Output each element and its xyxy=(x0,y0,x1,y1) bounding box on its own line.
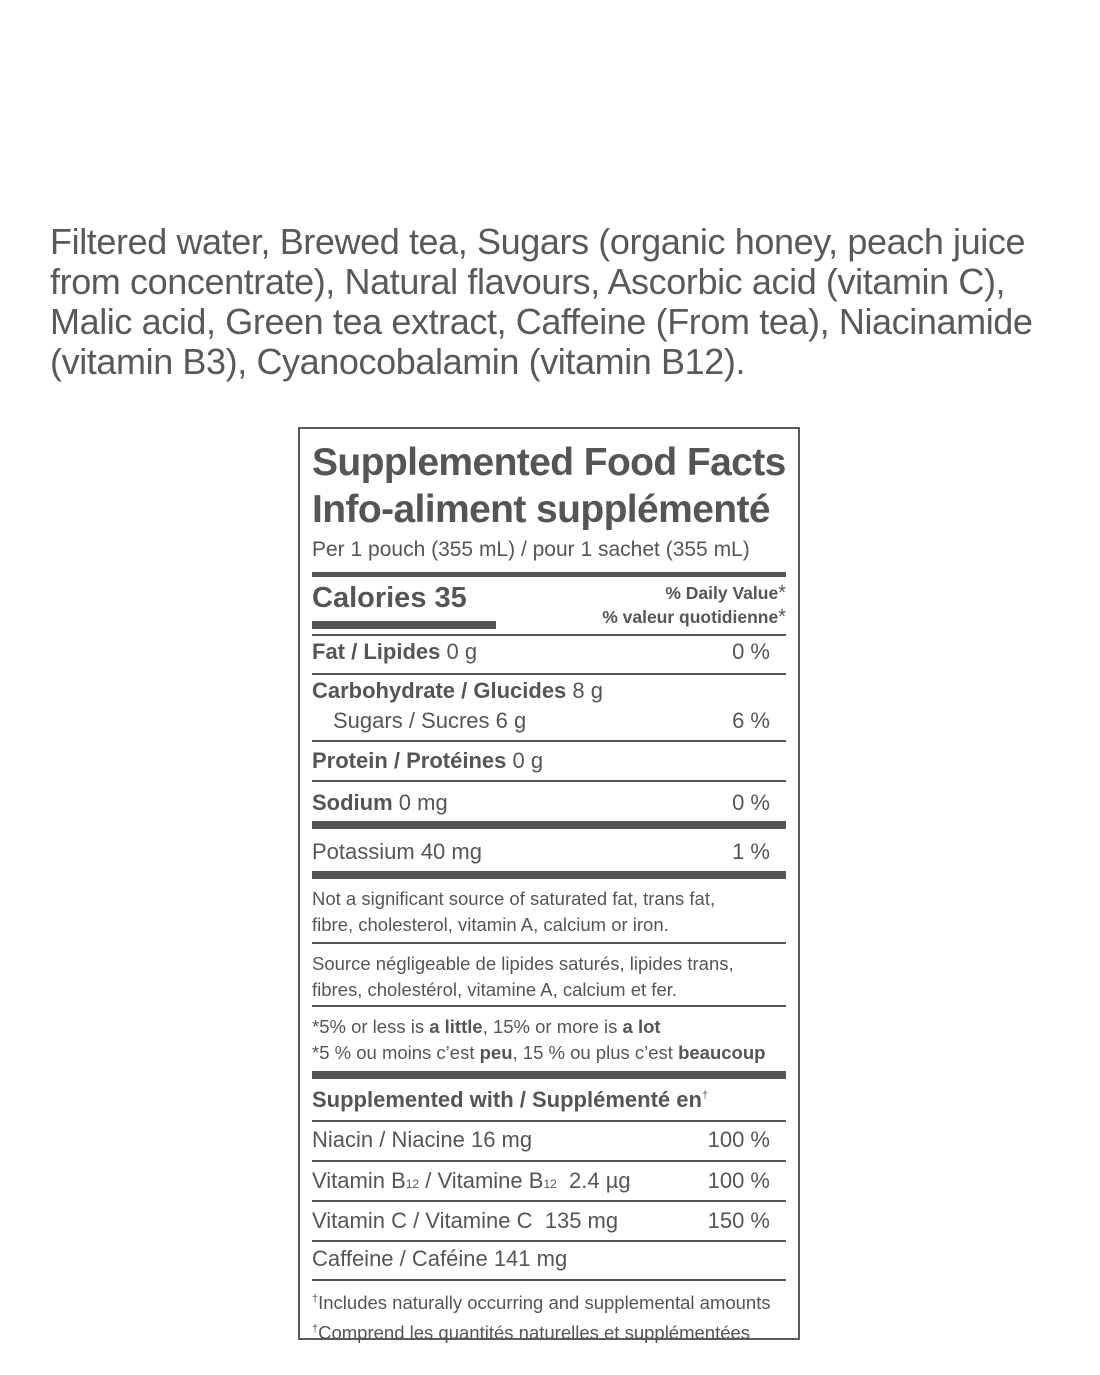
divider xyxy=(312,1071,786,1079)
divider xyxy=(312,1120,786,1122)
divider xyxy=(312,1160,786,1162)
divider xyxy=(312,821,786,829)
nutrient-row-carbohydrate: Carbohydrate / Glucides 8 g xyxy=(312,678,604,703)
nutrient-row-sodium: Sodium 0 mg 0 % xyxy=(312,790,770,815)
ingredients-list: Filtered water, Brewed tea, Sugars (organic honey, peach juice from concentrate), Natural flavours, Ascorbic acid (vitamin C), Malic acid, Green tea extract, Caffeine (From tea), Niacinamide (vitamin B3), Cyanocobalamin (vitamin B12). xyxy=(50,221,1033,382)
calories: Calories 35 xyxy=(312,582,467,614)
panel-title-en: Supplemented Food Facts xyxy=(312,441,786,484)
not-significant-fr: Source négligeable de lipides saturés, lipides trans, fibres, cholestérol, vitamine A, calcium et fer. xyxy=(312,953,734,1000)
calories-bar xyxy=(312,621,496,629)
supplement-row-vitamin-c: Vitamin C / Vitamine C 135 mg 150 % xyxy=(312,1208,770,1233)
daily-value-header-en: % Daily Value* xyxy=(665,582,786,604)
divider xyxy=(312,1240,786,1242)
panel-title-fr: Info-aliment supplémenté xyxy=(312,488,770,531)
supplement-row-niacin: Niacin / Niacine 16 mg 100 % xyxy=(312,1127,770,1152)
supplement-row-vitamin-b12: Vitamin B12 / Vitamine B12 2.4 µg 100 % xyxy=(312,1168,770,1193)
nutrient-row-fat: Fat / Lipides 0 g 0 % xyxy=(312,639,770,664)
daily-value-footnote xyxy=(312,1014,786,1066)
divider xyxy=(312,942,786,944)
supplemented-food-facts-panel xyxy=(298,427,800,1344)
divider xyxy=(312,1279,786,1281)
nutrient-row-sugars: Sugars / Sucres 6 g 6 % xyxy=(333,708,770,733)
nutrient-row-potassium: Potassium 40 mg 1 % xyxy=(312,839,770,864)
divider xyxy=(312,1200,786,1202)
not-significant-en: Not a significant source of saturated fat, trans fat, fibre, cholesterol, vitamin A, calcium or iron. xyxy=(312,888,716,935)
dagger-footnote-fr: †Comprend les quantités naturelles et supplémentées xyxy=(312,1322,751,1344)
divider xyxy=(312,673,786,675)
divider xyxy=(312,1005,786,1007)
serving-size: Per 1 pouch (355 mL) / pour 1 sachet (355 mL) xyxy=(312,538,750,561)
dagger-footnote xyxy=(312,1286,786,1346)
daily-value-header-fr: % valeur quotidienne* xyxy=(602,606,786,628)
divider xyxy=(312,572,786,577)
divider xyxy=(312,740,786,742)
daily-value-footnote-fr: *5 % ou moins c’est peu, 15 % ou plus c’est beaucoup xyxy=(312,1042,766,1063)
divider xyxy=(312,780,786,782)
divider xyxy=(312,871,786,879)
nutrient-row-protein: Protein / Protéines 0 g xyxy=(312,748,544,773)
divider xyxy=(312,634,786,636)
supplement-row-caffeine: Caffeine / Caféine 141 mg xyxy=(312,1246,568,1271)
daily-value-footnote-en: *5% or less is a little, 15% or more is a lot xyxy=(312,1016,661,1037)
supplemented-heading: Supplemented with / Supplémenté en† xyxy=(312,1087,709,1112)
dagger-footnote-en: †Includes naturally occurring and supplemental amounts xyxy=(312,1292,771,1314)
